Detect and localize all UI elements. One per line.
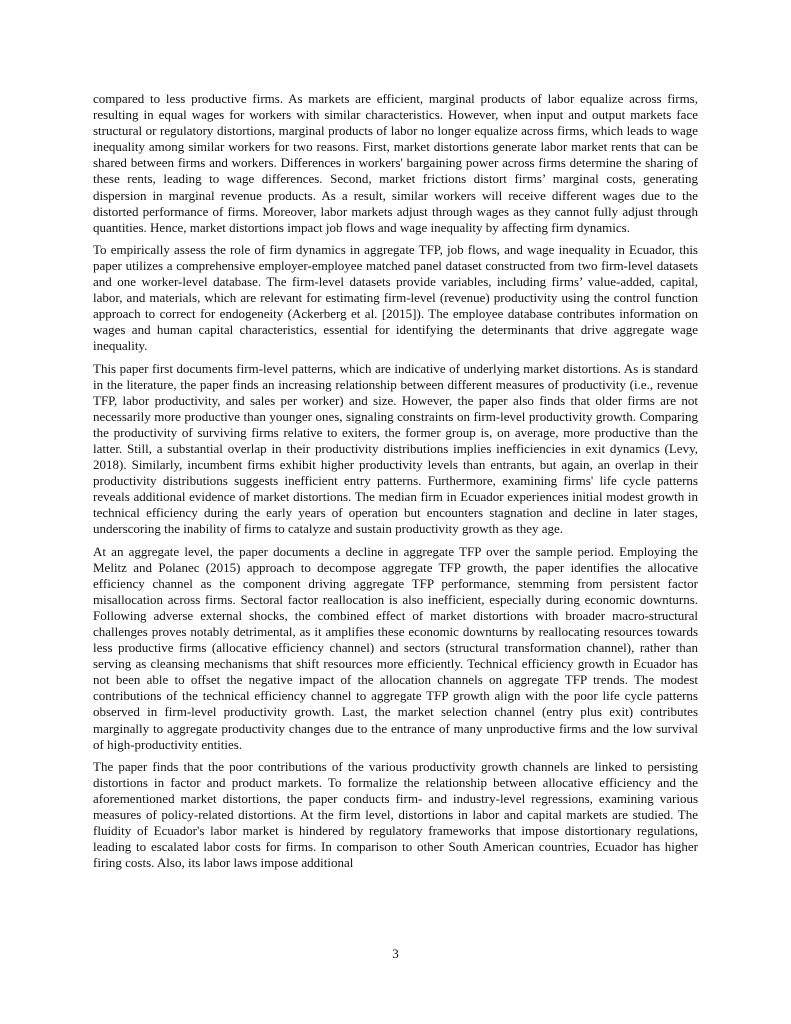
paragraph-4: At an aggregate level, the paper documents a decline in aggregate TFP over the sample period. Employing the Melitz and Polanec (2015) approach to decompose aggregate TFP growth, the paper identifies the allocative efficiency channel as the component driving aggregate TFP performance, stemming from persistent factor misallocation across firms. Sectoral factor reallocation is also inefficient, especially during economic downturns. Following adverse external shocks, the combined effect of market distortions with broader macro-structural challenges proves notably detrimental, as it amplifies these economic downturns by reallocating resources towards less productive firms (allocative efficiency channel) and sectors (structural transformation channel), rather than serving as cleansing mechanisms that shift resources more efficiently. Technical efficiency growth in Ecuador has not been able to offset the negative impact of the allocation channels on aggregate TFP trends. The modest contributions of the technical efficiency channel to aggregate TFP growth align with the poor life cycle patterns observed in firm-level productivity growth. Last, the market selection channel (entry plus exit) contributes marginally to aggregate productivity changes due to the entrance of many unproductive firms and the low survival of high-productivity entities. bbox=[93, 543, 698, 752]
paragraph-5: The paper finds that the poor contributions of the various productivity growth channels are linked to persisting distortions in factor and product markets. To formalize the relationship between allocative efficiency and the aforementioned market distortions, the paper conducts firm- and industry-level regressions, examining various measures of policy-related distortions. At the firm level, distortions in labor and capital markets are studied. The fluidity of Ecuador's labor market is hindered by regulatory frameworks that impose distortionary regulations, leading to escalated labor costs for firms. In comparison to other South American countries, Ecuador has higher firing costs. Also, its labor laws impose additional bbox=[93, 758, 698, 871]
page-body bbox=[93, 91, 698, 877]
paragraph-2: To empirically assess the role of firm dynamics in aggregate TFP, job flows, and wage inequality in Ecuador, this paper utilizes a comprehensive employer-employee matched panel dataset constructed from two firm-level datasets and one worker-level database. The firm-level datasets provide variables, including firms’ value-added, capital, labor, and materials, which are relevant for estimating firm-level (revenue) productivity using the control function approach to correct for endogeneity (Ackerberg et al. [2015]). The employee database contributes information on wages and human capital characteristics, essential for identifying the determinants that drive aggregate wage inequality. bbox=[93, 241, 698, 354]
page-number: 3 bbox=[392, 946, 399, 961]
paragraph-1: compared to less productive firms. As markets are efficient, marginal products of labor equalize across firms, resulting in equal wages for workers with similar characteristics. However, when input and output markets face structural or regulatory distortions, marginal products of labor no longer equalize across firms, which leads to wage inequality among similar workers for two reasons. First, market distortions generate labor market rents that can be shared between firms and workers. Differences in workers' bargaining power across firms determine the sharing of these rents, leading to wage differences. Second, market frictions distort firms’ marginal costs, generating dispersion in marginal revenue products. As a result, similar workers will receive different wages due to the distorted performance of firms. Moreover, labor markets adjust through wages as they cannot fully adjust through quantities. Hence, market distortions impact job flows and wage inequality by affecting firm dynamics. bbox=[93, 91, 698, 235]
paragraph-3: This paper first documents firm-level patterns, which are indicative of underlying market distortions. As is standard in the literature, the paper finds an increasing relationship between different measures of productivity (i.e., revenue TFP, labor productivity, and sales per worker) and size. However, the paper also finds that older firms are not necessarily more productive than younger ones, signaling constraints on firm-level productivity growth. Comparing the productivity of surviving firms relative to exiters, the former group is, on average, more productive than the latter. Still, a substantial overlap in their productivity distributions implies inefficiencies in exit dynamics (Levy, 2018). Similarly, incumbent firms exhibit higher productivity levels than entrants, but again, an overlap in their productivity distributions suggests inefficient entry patterns. Furthermore, examining firms' life cycle patterns reveals additional evidence of market distortions. The median firm in Ecuador experiences initial modest growth in technical efficiency during the early years of operation but encounters stagnation and decline in later stages, underscoring the inability of firms to catalyze and sustain productivity growth as they age. bbox=[93, 360, 698, 537]
